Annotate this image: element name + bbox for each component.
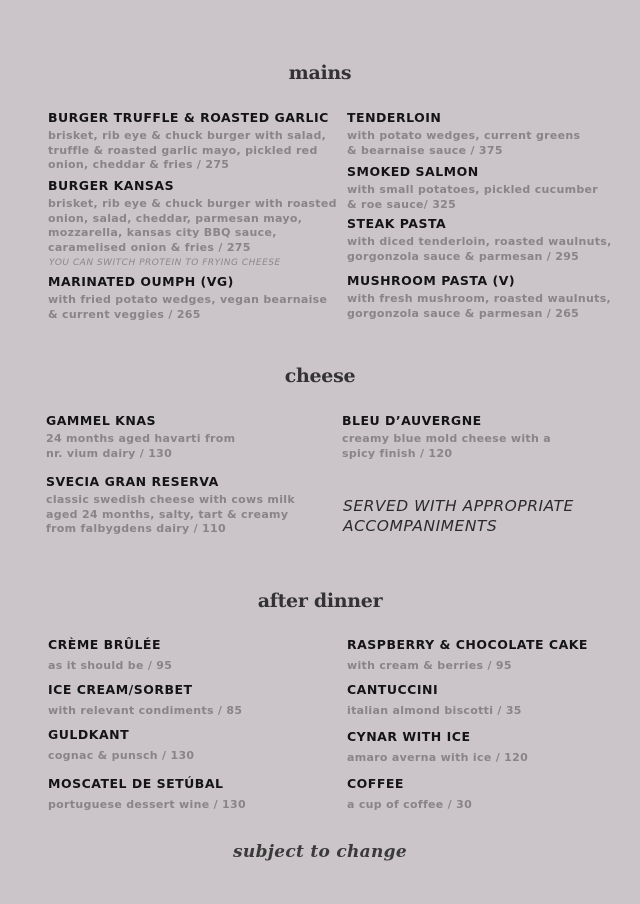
item-description: with small potatoes, pickled cucumber & roe sauce/ 325 [347, 183, 599, 211]
served-note: SERVED WITH APPROPRIATE ACCOMPANIMENTS [343, 497, 574, 535]
section-title-after-dinner: after dinner [257, 590, 383, 612]
menu-item [46, 413, 235, 461]
section-title-cheese: cheese [284, 365, 356, 387]
item-description: portuguese dessert wine / 130 [48, 798, 246, 811]
menu-item [347, 729, 528, 766]
item-name: MARINATED OUMPH (VG) [48, 274, 234, 289]
item-name: CRÈME BRÛLÉE [48, 637, 162, 652]
item-description: brisket, rib eye & chuck burger with salad, truffle & roasted garlic mayo, pickled red onion, cheddar & fries / 275 [48, 129, 327, 171]
item-name: BURGER KANSAS [48, 178, 175, 193]
item-name: CANTUCCINI [347, 682, 439, 697]
menu-item [347, 164, 598, 212]
menu-item [48, 178, 337, 255]
item-description: cognac & punsch / 130 [48, 749, 195, 762]
item-name: GAMMEL KNAS [46, 413, 156, 428]
menu-item [48, 274, 327, 322]
menu-item [347, 216, 612, 264]
item-description: amaro averna with ice / 120 [347, 751, 529, 764]
item-name: COFFEE [347, 776, 404, 791]
menu-item [347, 110, 580, 158]
item-name: MOSCATEL DE SETÚBAL [48, 776, 224, 791]
item-name: MUSHROOM PASTA (V) [347, 273, 516, 288]
footer-note: subject to change [233, 842, 407, 862]
item-name: ICE CREAM/SORBET [48, 682, 193, 697]
menu-item [48, 776, 246, 813]
item-name: TENDERLOIN [347, 110, 442, 125]
item-description: a cup of coffee / 30 [347, 798, 473, 811]
item-description: 24 months aged havarti from nr. vium dairy / 130 [46, 432, 236, 460]
menu-item [48, 110, 329, 173]
menu-item [48, 637, 172, 674]
item-name: SMOKED SALMON [347, 164, 479, 179]
menu-item [342, 413, 551, 461]
menu-item [347, 637, 588, 674]
item-description: with relevant condiments / 85 [48, 704, 243, 717]
item-description: with cream & berries / 95 [347, 659, 512, 672]
item-description: with diced tenderloin, roasted waulnuts, gorgonzola sauce & parmesan / 295 [347, 235, 612, 263]
item-description: with fried potato wedges, vegan bearnaise & current veggies / 265 [48, 293, 328, 321]
item-description: as it should be / 95 [48, 659, 173, 672]
menu-item [46, 474, 295, 537]
item-description: with fresh mushroom, roasted waulnuts, gorgonzola sauce & parmesan / 265 [347, 292, 612, 320]
item-description: italian almond biscotti / 35 [347, 704, 522, 717]
section-title-mains: mains [288, 62, 352, 84]
protein-note: YOU CAN SWITCH PROTEIN TO FRYING CHEESE [49, 258, 281, 268]
item-description: creamy blue mold cheese with a spicy finish / 120 [342, 432, 551, 460]
item-name: RASPBERRY & CHOCOLATE CAKE [347, 637, 588, 652]
menu-item [48, 727, 194, 764]
item-name: CYNAR WITH ICE [347, 729, 471, 744]
item-description: with potato wedges, current greens & bearnaise sauce / 375 [347, 129, 581, 157]
menu-item [347, 273, 611, 321]
item-name: STEAK PASTA [347, 216, 447, 231]
item-description: brisket, rib eye & chuck burger with roasted onion, salad, cheddar, parmesan mayo, mozzarella, kansas city BBQ sauce, caramelised onion & fries / 275 [48, 197, 337, 254]
menu-item [347, 682, 522, 719]
menu-item [347, 776, 472, 813]
item-name: BURGER TRUFFLE & ROASTED GARLIC [48, 110, 329, 125]
item-name: BLEU D’AUVERGNE [342, 413, 482, 428]
item-name: GULDKANT [48, 727, 130, 742]
item-name: SVECIA GRAN RESERVA [46, 474, 219, 489]
menu-item [48, 682, 242, 719]
item-description: classic swedish cheese with cows milk aged 24 months, salty, tart & creamy from falbygdens dairy / 110 [46, 493, 295, 535]
